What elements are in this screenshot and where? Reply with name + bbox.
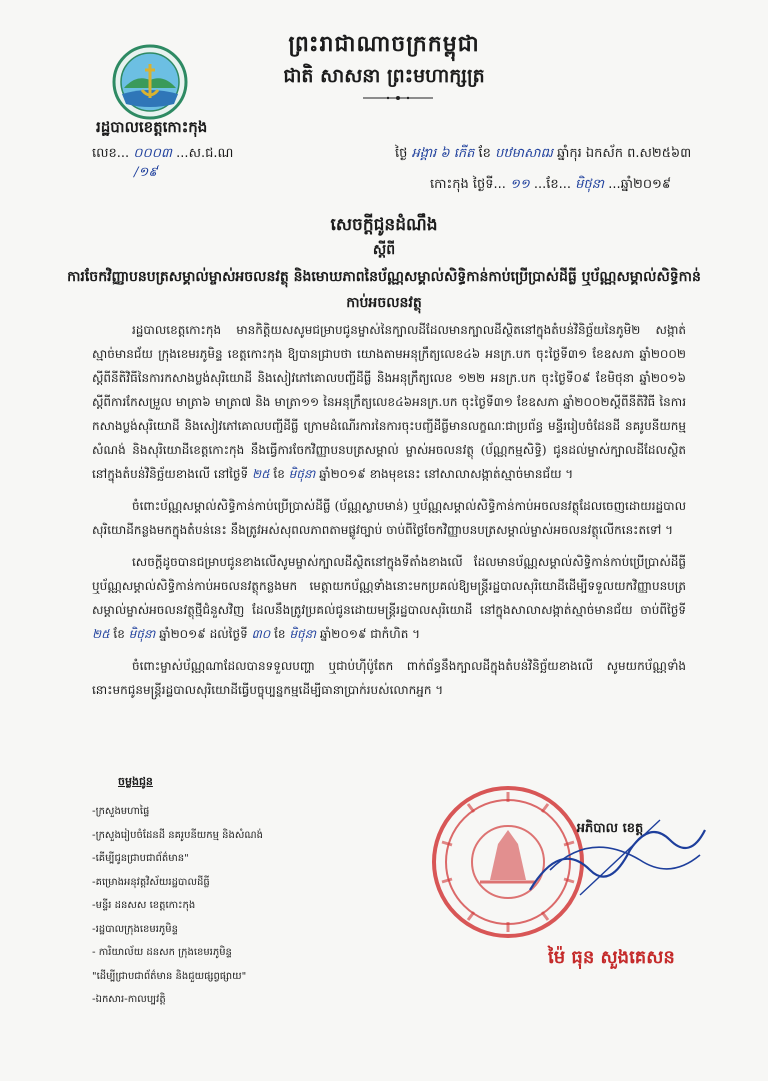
issuing-office: រដ្ឋបាលខេត្តកោះកុង: [96, 118, 208, 136]
list-item: -រដ្ឋបាលក្រុងខេមរភូមិន្ទ: [92, 923, 178, 935]
lunar-date: ថ្ងៃ អង្គារ ៦ កើត ខែ បឋមាសាឍ ឆ្នាំកុរ ឯកស័ក ព.ស២៥៦៣: [395, 146, 692, 161]
distribution-title: ចម្លងជូន: [118, 775, 153, 788]
list-item: -មន្ទីរ ដនសស ខេត្តកោះកុង: [92, 900, 196, 911]
signatory-title: អភិបាល ខេត្ត: [576, 821, 644, 836]
list-item: - ការិយាល័យ ដនសក ក្រុងខេមរភូមិន្ទ: [92, 947, 232, 958]
notice-about: ស្តីពី: [372, 242, 396, 258]
signer-name: ម៉ៃ ធុន សួងគេសន: [548, 947, 675, 968]
list-item: "ដើម្បីជ្រាបជាព័ត៌មាន និងជួយផ្សព្វផ្សាយ": [92, 970, 247, 982]
list-item: -ក្រសួងរៀបចំដែនដី នគរូបនីយកម្ម និងសំណង់: [92, 829, 263, 841]
national-motto: ជាតិ សាសនា ព្រះមហាក្សត្រ: [283, 65, 485, 87]
handwritten-signature: [520, 800, 710, 910]
distribution-list: [92, 800, 263, 1012]
notice-subject: ការចែកវិញ្ញាបនបត្រសម្គាល់ម្ចាស់អចលនវត្ថុ និងមោឃភាពនៃប័ណ្ណសម្គាល់សិទ្ធិកាន់កាប់ប្រើប្រាស់ដីធ្លី ឬប័ណ្ណសម្គាល់សិទ្ធិកាន់កាប់អចលនវត្ថុ: [67, 269, 701, 311]
reference-number: លេខ... ០០០៣ ...ស.ជ.ណ /១៩: [92, 146, 234, 180]
solar-date: កោះកុង ថ្ងៃទី... ១១ ...ខែ... មិថុនា ...ឆ្នាំ២០១៩: [430, 177, 672, 192]
notice-title: សេចក្តីជូនដំណឹង: [330, 215, 438, 235]
ornament-divider: [363, 95, 433, 101]
list-item: -គើម្បីជូនជ្រាបជាព័ត៌មាន": [92, 853, 189, 864]
provincial-logo: [112, 44, 188, 120]
paragraph-4: ចំពោះម្ចាស់ប័ណ្ណណាដែលបានទទួលបញ្ហា ឬជាប់ហ៊ីប៉ូតែក ពាក់ព័ន្ធនឹងក្បាលដីក្នុងតំបន់វិនិច្ឆ័យខាងលើ សូមយកប័ណ្ណទាំងនោះមកជូនមន្ត្រីរដ្ឋបាលសុរិយោដីធ្វើបច្ចុប្បន្នកម្មដើម្បីធានាប្រាក់របស់លោកអ្នក ។: [92, 659, 686, 697]
notice-body: [92, 318, 686, 710]
list-item: -ឯកសារ-កាលប្បវត្តិ: [92, 994, 166, 1005]
list-item: -គម្រោងអនុវត្តវិស័យរដ្ឋបាលដីធ្លី: [92, 876, 210, 888]
paragraph-3: សេចក្តីដូចបានជម្រាបជូនខាងលើសូមម្ចាស់ក្បាលដីស្ថិតនៅក្នុងទីតាំងខាងលើ ដែលមានប័ណ្ណសម្គាល់សិទ្ធិកាន់កាប់ប្រើប្រាស់ដីធ្លី ឬប័ណ្ណសម្គាល់សិទ្ធិកាន់កាប់អចលនវត្ថុកន្លងមក មេត្តាយកប័ណ្ណទាំងនោះមកប្រគល់ឱ្យមន្ត្រីរដ្ឋបាលសុរិយោដីដើម្បីទទួលយកវិញ្ញាបនបត្រសម្គាល់ម្ចាស់អចលនវត្ថុថ្មីជំនួសវិញ ដែលនឹងត្រូវប្រគល់ជូនដោយមន្ត្រីរដ្ឋបាលសុរិយោដី នៅក្នុងសាលាសង្កាត់ស្មាច់មានជ័យ ចាប់ពីថ្ងៃទី ២៥ ខែ មិថុនា ឆ្នាំ២០១៩ ដល់ថ្ងៃទី ៣០ ខែ មិថុនា ឆ្នាំ២០១៩ ជាកំហិត ។: [92, 555, 686, 641]
kingdom-heading: ព្រះរាជាណាចក្រកម្ពុជា: [288, 31, 480, 57]
list-item: -ក្រសួងមហាផ្ទៃ: [92, 806, 150, 817]
paragraph-2: ចំពោះប័ណ្ណសម្គាល់សិទ្ធិកាន់កាប់ប្រើប្រាស់ដីធ្លី (ប័ណ្ណស្លាបមាន់) ឬប័ណ្ណសម្គាល់សិទ្ធិកាន់កាប់អចលនវត្ថុដែលចេញដោយរដ្ឋបាលសុរិយោដីកន្លងមកក្នុងតំបន់នេះ នឹងត្រូវអស់សុពលភាពតាមផ្លូវច្បាប់ ចាប់ពីថ្ងៃចែកវិញ្ញាបនបត្រសម្គាល់ម្ចាស់អចលនវត្ថុលើកនេះតទៅ ។: [92, 499, 686, 537]
paragraph-1: រដ្ឋបាលខេត្តកោះកុង មានកិត្តិយសសូមជម្រាបជូនម្ចាស់នៃក្បាលដីដែលមានក្បាលដីស្ថិតនៅក្នុងតំបន់វិនិច្ឆ័យនៃភូមិ២ សង្កាត់ស្មាច់មានជ័យ ក្រុងខេមរភូមិន្ទ ខេត្តកោះកុង ឱ្យបានជ្រាបថា យោងតាមអនុក្រឹត្យលេខ៤៦ អនក្រ.បក ចុះថ្ងៃទី៣១ ខែឧសភា ឆ្នាំ២០០២ ស្តីពីនីតិវិធីនៃការកសាងប្លង់សុរិយោដី និងសៀវភៅគោលបញ្ជីដីធ្លី និងអនុក្រឹត្យលេខ ១២២ អនក្រ.បក ចុះថ្ងៃទី០៩ ខែមិថុនា ឆ្នាំ២០១៦ ស្តីពីការកែសម្រួល មាត្រា៦ មាត្រា៧ និង មាត្រា១១ នៃអនុក្រឹត្យលេខ៤៦អនក្រ.បក ចុះថ្ងៃទី៣១ ខែឧសភា ឆ្នាំ២០០២ស្តីពីនីតិវិធី នៃការកសាងប្លង់សុរិយោដី និងសៀវភៅគោលបញ្ជីដីធ្លី ក្រោមដំណើរការនៃការចុះបញ្ជីដីធ្លីមានលក្ខណៈជាប្រព័ន្ធ មន្ទីររៀបចំដែនដី នគរូបនីយកម្ម សំណង់ និងសុរិយោដីខេត្តកោះកុង នឹងធ្វើការចែកវិញ្ញាបនបត្រសម្គាល់ ម្ចាស់អចលនវត្ថុ (ប័ណ្ណកម្មសិទ្ធិ) ជូនដល់ម្ចាស់ក្បាលដីដែលស្ថិតនៅក្នុងតំបន់វិនិច្ឆ័យខាងលើ នៅថ្ងៃទី ២៥ ខែ មិថុនា ឆ្នាំ២០១៩ ខាងមុខនេះ នៅសាលាសង្កាត់ស្មាច់មានជ័យ ។: [92, 323, 686, 481]
